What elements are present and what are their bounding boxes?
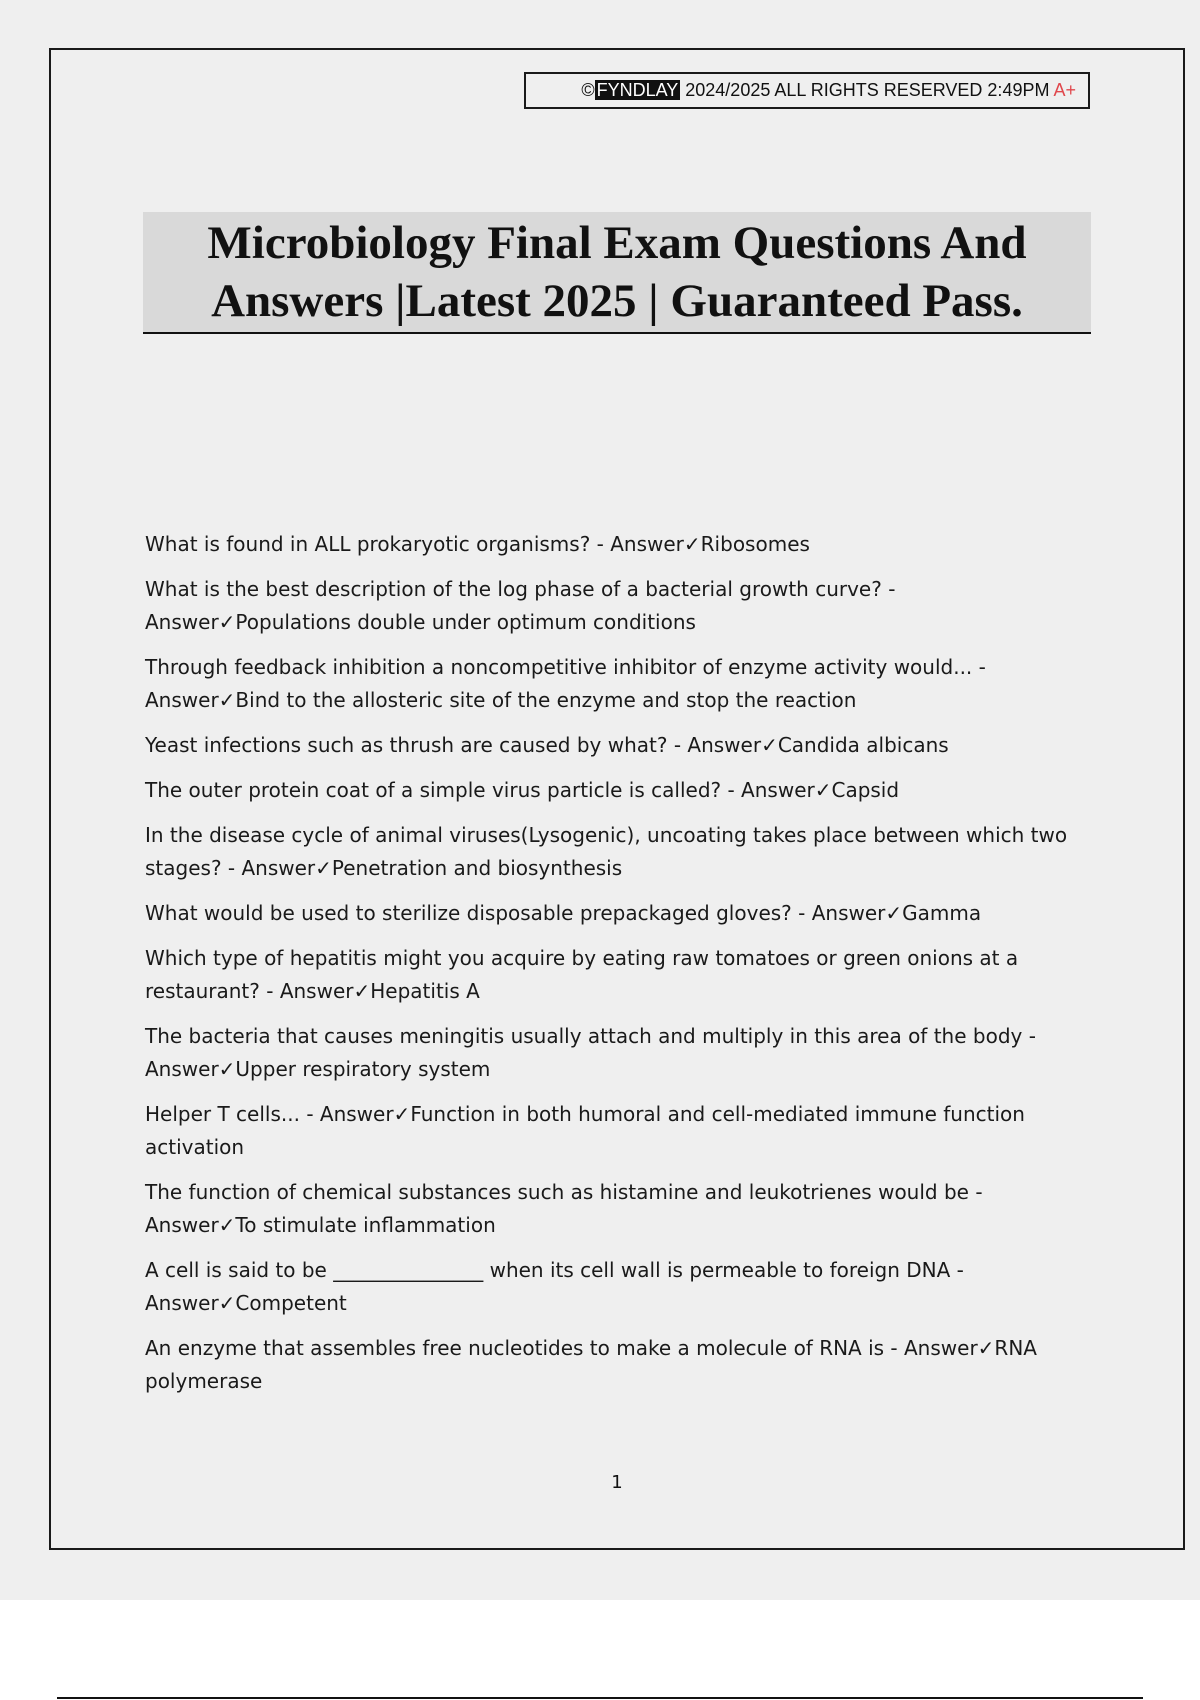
qa-item: An enzyme that assembles free nucleotides to make a molecule of RNA is - Answer✓RNA polymerase	[145, 1336, 1037, 1393]
qa-item: A cell is said to be _______________ when its cell wall is permeable to foreign DNA - Answer✓Competent	[145, 1258, 964, 1315]
qa-item: The outer protein coat of a simple virus particle is called? - Answer✓Capsid	[145, 778, 900, 802]
title-line-1: Microbiology Final Exam Questions And	[207, 217, 1027, 269]
qa-item: What is the best description of the log phase of a bacterial growth curve? - Answer✓Populations double under optimum conditions	[145, 577, 896, 634]
bottom-divider	[57, 1697, 1143, 1699]
title-banner	[143, 212, 1091, 334]
copyright-symbol: ©	[581, 80, 595, 100]
page-number: 1	[611, 1472, 623, 1493]
copyright-owner: FYNDLAY	[596, 80, 679, 100]
qa-list	[145, 528, 1095, 1410]
qa-item: In the disease cycle of animal viruses(Lysogenic), uncoating takes place between which two stages? - Answer✓Penetration and biosynthesis	[145, 823, 1068, 880]
copyright-header	[524, 72, 1090, 109]
page-title	[207, 214, 1026, 330]
qa-item: The function of chemical substances such as histamine and leukotrienes would be - Answer✓To stimulate inflammation	[145, 1180, 983, 1237]
qa-item: Through feedback inhibition a noncompetitive inhibitor of enzyme activity would... - Answer✓Bind to the allosteric site of the enzyme and stop the reaction	[145, 655, 986, 712]
grade-badge: A+	[1053, 80, 1076, 100]
title-line-2: Answers |Latest 2025 | Guaranteed Pass.	[211, 275, 1023, 327]
qa-item: Yeast infections such as thrush are caused by what? - Answer✓Candida albicans	[145, 733, 949, 757]
qa-item: Helper T cells... - Answer✓Function in both humoral and cell-mediated immune function activation	[145, 1102, 1025, 1159]
qa-item: What is found in ALL prokaryotic organisms? - Answer✓Ribosomes	[145, 532, 810, 556]
qa-item: The bacteria that causes meningitis usually attach and multiply in this area of the body - Answer✓Upper respiratory system	[145, 1024, 1036, 1081]
copyright-notice: 2024/2025 ALL RIGHTS RESERVED 2:49PM	[680, 80, 1054, 100]
qa-item: What would be used to sterilize disposable prepackaged gloves? - Answer✓Gamma	[145, 901, 982, 925]
qa-item: Which type of hepatitis might you acquire by eating raw tomatoes or green onions at a restaurant? - Answer✓Hepatitis A	[145, 946, 1019, 1003]
